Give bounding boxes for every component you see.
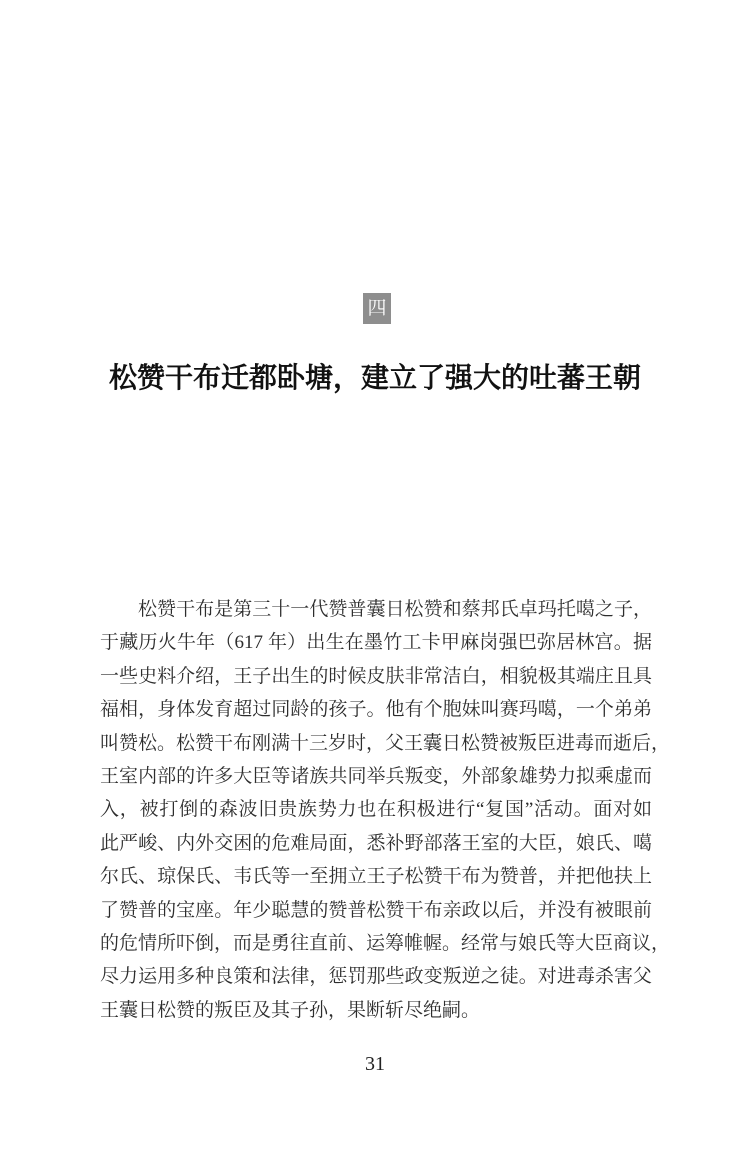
body-line: 王室内部的许多大臣等诸族共同举兵叛变，外部象雄势力拟乘虚而: [100, 765, 652, 787]
chapter-title: 松赞干布迁都卧塘，建立了强大的吐蕃王朝: [108, 362, 641, 394]
body-line: 尽力运用多种良策和法律，惩罚那些政变叛逆之徒。对进毒杀害父: [100, 966, 652, 988]
body-line: 入，被打倒的森波旧贵族势力也在积极进行“复国”活动。面对如: [100, 799, 652, 821]
body-line: 一些史料介绍，王子出生的时候皮肤非常洁白，相貌极其端庄且具: [100, 665, 652, 687]
body-line: 福相，身体发育超过同龄的孩子。他有个胞妹叫赛玛噶，一个弟弟: [100, 699, 652, 721]
body-line: 尔氏、琼保氏、韦氏等一至拥立王子松赞干布为赞普，并把他扶上: [100, 866, 652, 888]
body-line: 松赞干布是第三十一代赞普囊日松赞和蔡邦氏卓玛托噶之子，: [138, 599, 652, 620]
body-line: 王囊日松赞的叛臣及其子孙，果断斩尽绝嗣。: [100, 999, 481, 1021]
body-paragraph: [100, 593, 671, 1027]
body-line: 了赞普的宝座。年少聪慧的赞普松赞干布亲政以后，并没有被眼前: [100, 899, 652, 921]
body-line: 于藏历火牛年（617 年）出生在墨竹工卡甲麻岗强巴弥居林宫。据: [100, 632, 652, 654]
body-line: 此严峻、内外交困的危难局面，悉补野部落王室的大臣，娘氏、噶: [100, 832, 652, 854]
body-line: 叫赞松。松赞干布刚满十三岁时，父王囊日松赞被叛臣进毒而逝后，: [100, 732, 671, 754]
page-number: 31: [365, 1053, 385, 1075]
chapter-number-badge: 四: [363, 293, 391, 324]
body-line: 的危情所吓倒，而是勇往直前、运筹帷幄。经常与娘氏等大臣商议，: [100, 932, 671, 954]
